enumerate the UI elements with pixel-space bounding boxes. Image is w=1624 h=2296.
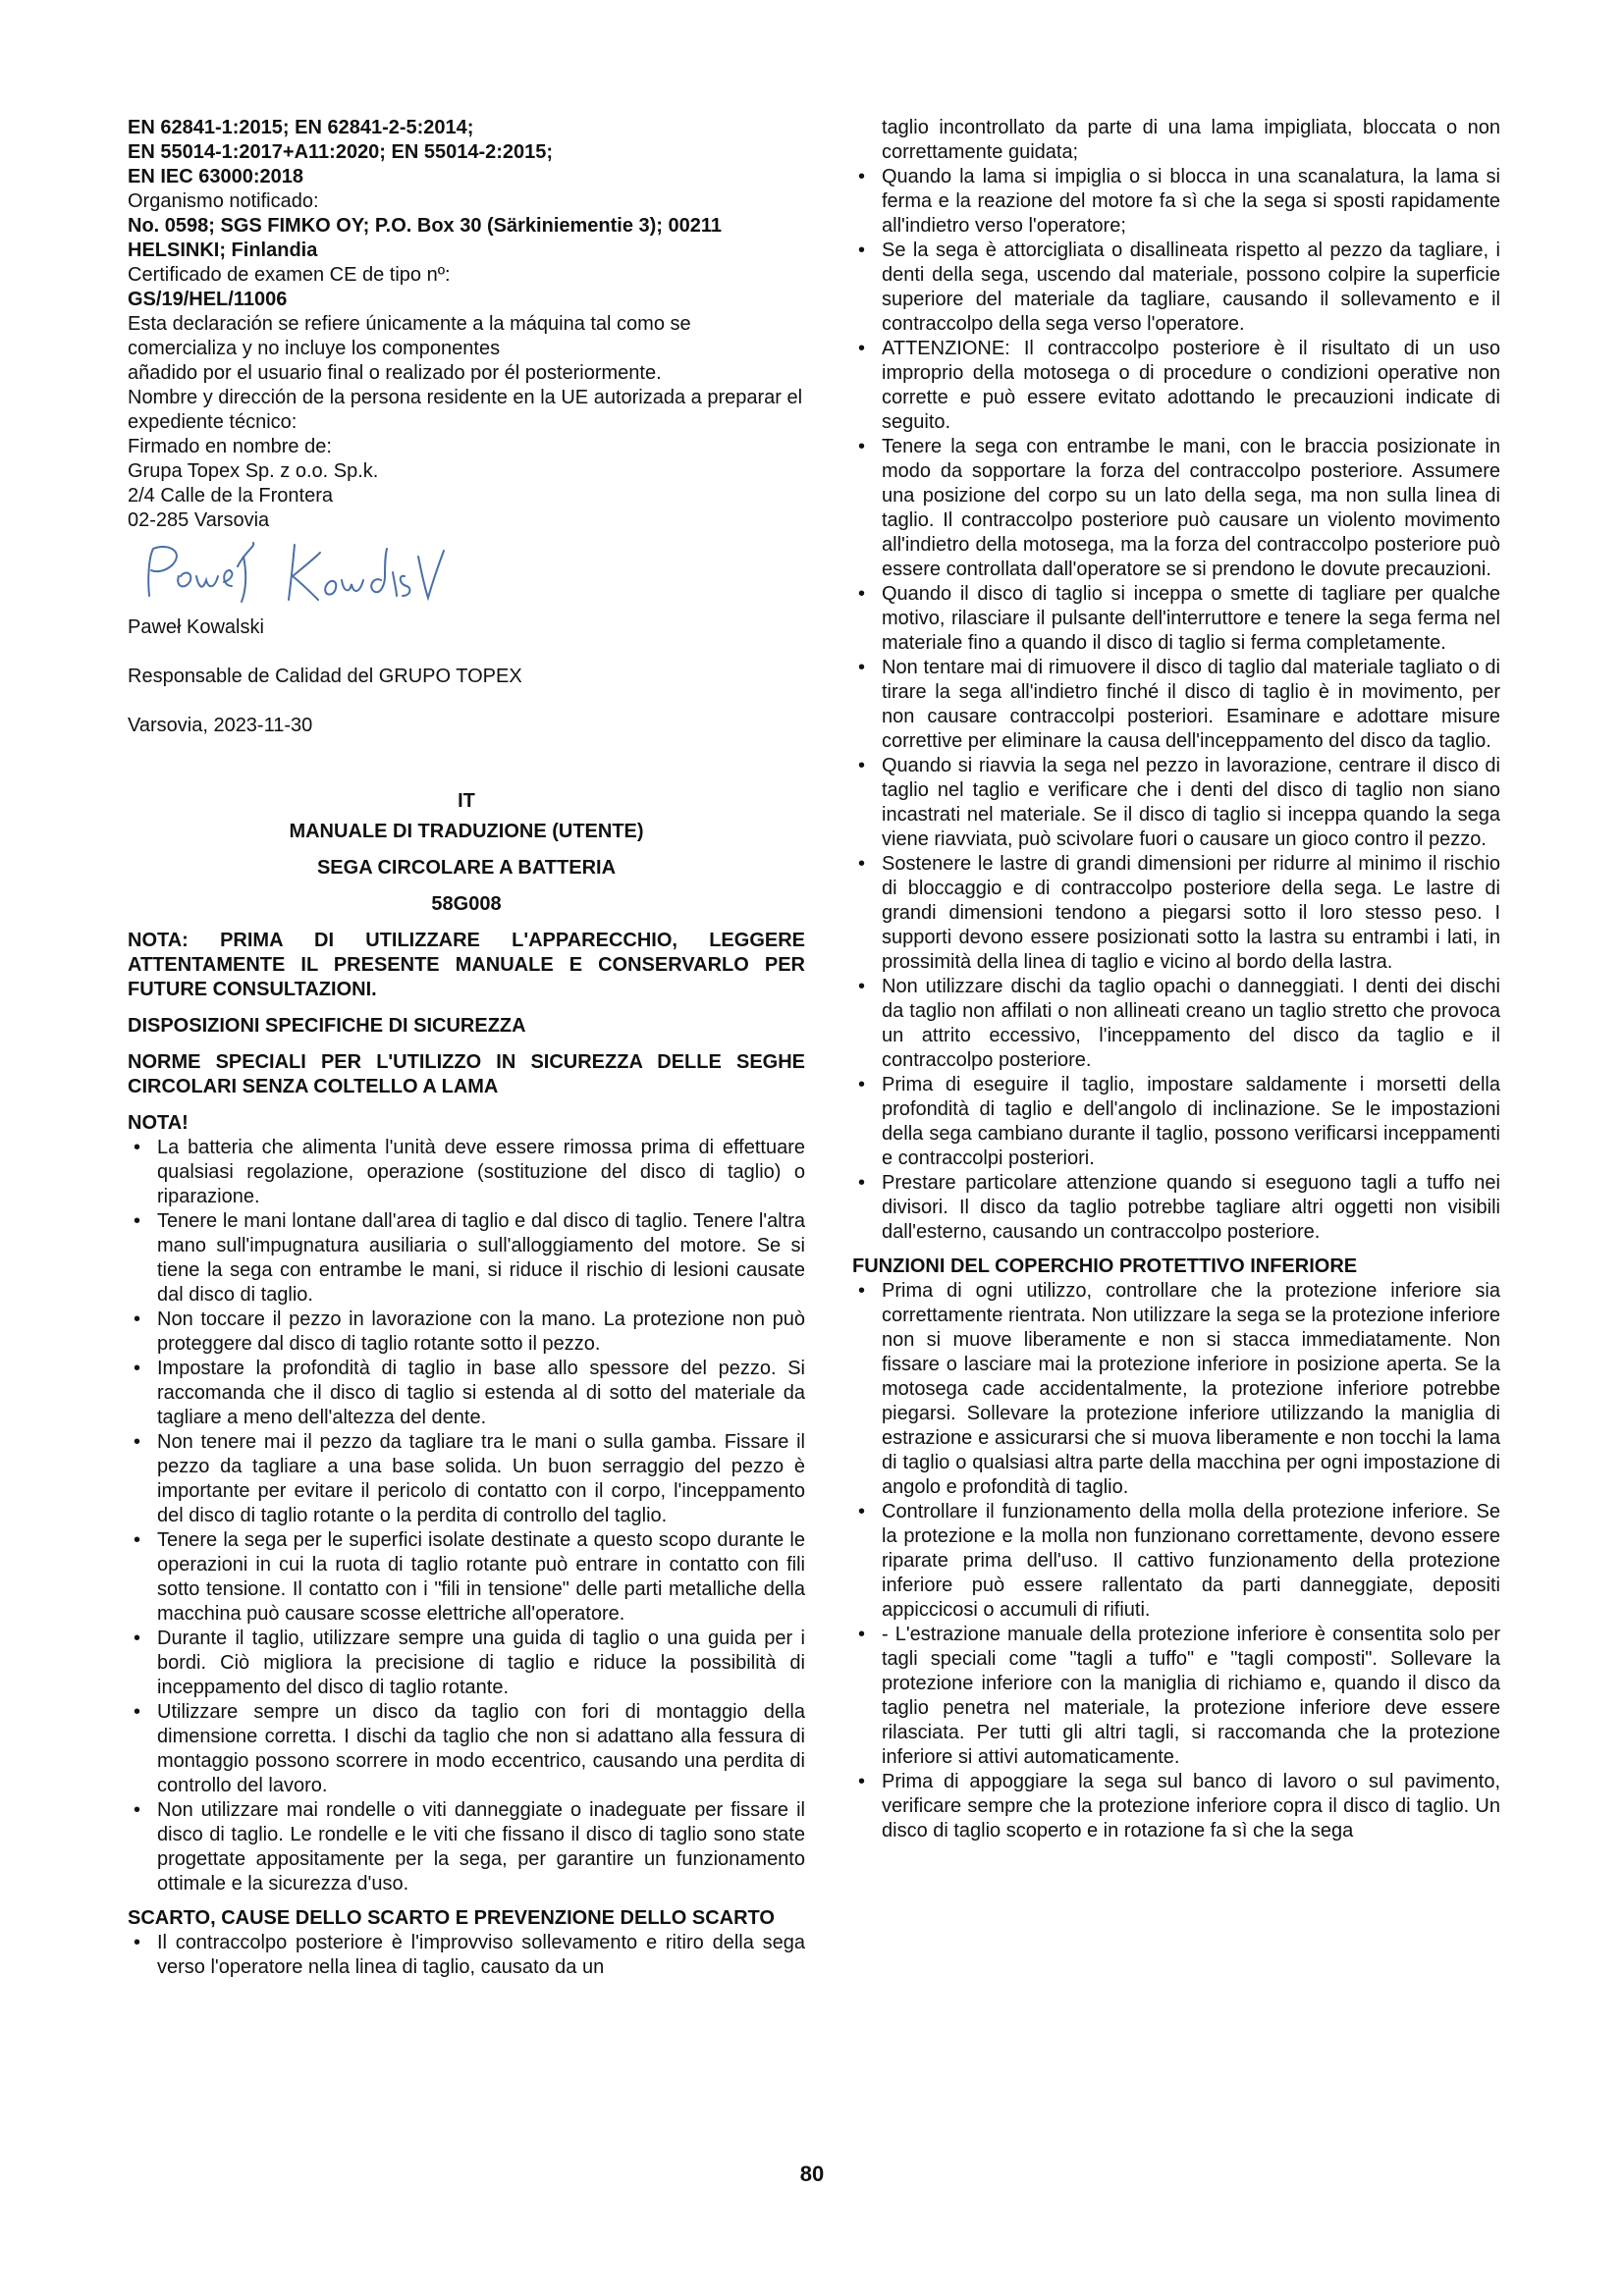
standard-line: EN IEC 63000:2018 <box>128 166 304 187</box>
left-column <box>128 116 805 1980</box>
certificate-label: Certificado de examen CE de tipo nº: <box>128 264 451 286</box>
list-item: • La batteria che alimenta l'unità deve essere rimossa prima di effettuare qualsiasi regolazione, operazione (sostituzione del disco di taglio) o riparazione. <box>128 1136 805 1209</box>
signatory-role: Responsable de Calidad del GRUPO TOPEX <box>128 666 522 687</box>
list-item: • - L'estrazione manuale della protezione inferiore è consentita solo per tagli speciali come "tagli a tuffo" e "tagli composti". Sollevare la protezione inferiore con la maniglia di richiamo e, quando il disco da taglio penetra nel materiale, la protezione inferiore deve essere rilasciata. Per tutti gli altri tagli, si raccomanda che la protezione inferiore si attivi automaticamente. <box>852 1623 1500 1770</box>
standard-line: EN 55014-1:2017+A11:2020; EN 55014-2:2015; <box>128 141 554 163</box>
company-name: Grupa Topex Sp. z o.o. Sp.k. <box>128 460 379 482</box>
company-city: 02-285 Varsovia <box>128 509 270 531</box>
product-name: SEGA CIRCOLARE A BATTERIA <box>316 857 617 879</box>
section-heading: FUNZIONI DEL COPERCHIO PROTETTIVO INFERIORE <box>852 1255 1358 1277</box>
language-code: IT <box>458 790 475 812</box>
declaration-text: Firmado en nombre de: <box>128 436 332 457</box>
section-heading: NORME SPECIALI PER L'UTILIZZO IN SICUREZZA DELLE SEGHE CIRCOLARI SENZA COLTELLO A LAMA <box>128 1051 805 1097</box>
list-item: • Prima di eseguire il taglio, impostare saldamente i morsetti della profondità di taglio e dell'angolo di inclinazione. Se le impostazioni della sega cambiano durante il taglio, possono verificarsi inceppamenti e contraccolpi posteriori. <box>852 1073 1500 1171</box>
page-number: 80 <box>799 2162 825 2186</box>
list-item: • Non toccare il pezzo in lavorazione con la mano. La protezione non può proteggere dal disco di taglio rotante sotto il pezzo. <box>128 1308 805 1357</box>
list-item: • Tenere le mani lontane dall'area di taglio e dal disco di taglio. Tenere l'altra mano sull'impugnatura ausiliaria o sull'alloggiamento del motore. Se si tiene la sega con entrambe le mani, si riduce il rischio di lesioni causate dal disco di taglio. <box>128 1209 805 1308</box>
list-item: • Non utilizzare dischi da taglio opachi o danneggiati. I denti dei dischi da taglio non affilati o non allineati creano un taglio stretto che provoca un attrito eccessivo, l'inceppamento del disco da taglio e il contraccolpo posteriore. <box>852 975 1500 1073</box>
standard-line: EN 62841-1:2015; EN 62841-2-5:2014; <box>128 117 474 138</box>
handwritten-signature <box>128 537 805 615</box>
list-item: • Tenere la sega con entrambe le mani, con le braccia posizionate in modo da sopportare la forza del contraccolpo posteriore. Assumere una posizione del corpo su un lato della sega, ma non sulla linea di taglio. Il contraccolpo posteriore può causare un violento movimento all'indietro della motosega, ma la forza del contraccolpo posteriore può essere controllata dall'operatore se si prendono le dovute precauzioni. <box>852 435 1500 582</box>
list-item: • Prima di appoggiare la sega sul banco di lavoro o sul pavimento, verificare sempre che la protezione inferiore copra il disco di taglio. Un disco di taglio scoperto e in rotazione fa sì che la sega <box>852 1770 1500 1843</box>
list-item: • Controllare il funzionamento della molla della protezione inferiore. Se la protezione e la molla non funzionano correttamente, devono essere riparate prima dell'uso. Il cattivo funzionamento della protezione inferiore può essere rallentato da parti danneggiate, depositi appiccicosi o accumuli di rifiuti. <box>852 1500 1500 1623</box>
notified-body-value: No. 0598; SGS FIMKO OY; P.O. Box 30 (Särkiniementie 3); 00211 HELSINKI; Finlandia <box>128 215 723 261</box>
list-item: • Impostare la profondità di taglio in base allo spessore del pezzo. Si raccomanda che il disco di taglio si estenda al di sotto del materiale da tagliare a meno dell'altezza del dente. <box>128 1357 805 1430</box>
list-item: • Tenere la sega per le superfici isolate destinate a questo scopo durante le operazioni in cui la ruota di taglio rotante può entrare in contatto con fili sotto tensione. Il contatto con i "fili in tensione" delle parti metalliche della macchina può causare scosse elettriche all'operatore. <box>128 1528 805 1627</box>
right-column <box>852 116 1500 1843</box>
list-item: • Utilizzare sempre un disco da taglio con fori di montaggio della dimensione corretta. I dischi da taglio che non si adattano alla fessura di montaggio possono scorrere in modo eccentrico, causando una perdita di controllo del lavoro. <box>128 1700 805 1798</box>
notified-body-label: Organismo notificado: <box>128 190 319 212</box>
declaration-text: añadido por el usuario final o realizado por él posteriormente. <box>128 362 662 384</box>
kickback-list-continued <box>852 116 1500 1245</box>
model-number: 58G008 <box>431 893 502 915</box>
safety-list <box>128 1136 805 1896</box>
list-item: • Quando la lama si impiglia o si blocca in una scanalatura, la lama si ferma e la reazione del motore fa sì che la sega si sposti rapidamente all'indietro verso l'operatore; <box>852 165 1500 239</box>
list-item: • Il contraccolpo posteriore è l'improvviso sollevamento e ritiro della sega verso l'operatore nella linea di taglio, causato da un <box>128 1931 805 1980</box>
section-heading: DISPOSIZIONI SPECIFICHE DI SICUREZZA <box>128 1015 526 1037</box>
manual-title: MANUALE DI TRADUZIONE (UTENTE) <box>289 821 644 842</box>
certificate-value: GS/19/HEL/11006 <box>128 289 288 310</box>
list-item: • Sostenere le lastre di grandi dimensioni per ridurre al minimo il rischio di bloccaggio e di contraccolpo posteriore della sega. Le lastre di grandi dimensioni tendono a piegarsi sotto il loro stesso peso. I supporti devono essere posizionati sotto la lastra su entrambi i lati, in prossimità della linea di taglio e vicino al bordo della lastra. <box>852 852 1500 975</box>
guard-list <box>852 1279 1500 1843</box>
company-address: 2/4 Calle de la Frontera <box>128 485 334 507</box>
declaration-text: Nombre y dirección de la persona residente en la UE autorizada a preparar el expediente técnico: <box>128 387 803 433</box>
list-item: • Durante il taglio, utilizzare sempre una guida di taglio o una guida per i bordi. Ciò migliora la precisione di taglio e riduce la possibilità di inceppamento del disco di taglio rotante. <box>128 1627 805 1700</box>
signatory-name: Paweł Kowalski <box>128 616 264 638</box>
list-item: • Non tentare mai di rimuovere il disco di taglio dal materiale tagliato o di tirare la sega all'indietro finché il disco di taglio è in movimento, per non causare contraccolpi posteriori. Esaminare e adottare misure correttive per eliminare la causa dell'inceppamento del disco da taglio. <box>852 656 1500 754</box>
note-heading: NOTA! <box>128 1112 189 1134</box>
kickback-list <box>128 1931 805 1980</box>
declaration-text: Esta declaración se refiere únicamente a la máquina tal como se comercializa y no incluye los componentes <box>128 313 691 359</box>
list-item: • ATTENZIONE: Il contraccolpo posteriore è il risultato di un uso improprio della motosega o di procedure o condizioni operative non corrette e può essere evitato adottando le precauzioni indicate di seguito. <box>852 337 1500 435</box>
list-item: • Quando il disco di taglio si inceppa o smette di tagliare per qualche motivo, rilasciare il pulsante dell'interruttore e tenere la sega ferma nel materiale fino a quando il disco di taglio si ferma completamente. <box>852 582 1500 656</box>
list-item: • Non utilizzare mai rondelle o viti danneggiate o inadeguate per fissare il disco di taglio. Le rondelle e le viti che fissano il disco di taglio sono state progettate appositamente per la sega, per garantire un funzionamento ottimale e la sicurezza d'uso. <box>128 1798 805 1896</box>
place-date: Varsovia, 2023-11-30 <box>128 715 313 736</box>
list-item: • Prestare particolare attenzione quando si eseguono tagli a tuffo nei divisori. Il disco da taglio potrebbe tagliare altri oggetti non visibili dall'esterno, causando un contraccolpo posteriore. <box>852 1171 1500 1245</box>
section-heading: SCARTO, CAUSE DELLO SCARTO E PREVENZIONE DELLO SCARTO <box>128 1907 775 1929</box>
list-item: • Non tenere mai il pezzo da tagliare tra le mani o sulla gamba. Fissare il pezzo da tagliare a una base solida. Un buon serraggio del pezzo è importante per evitare il pericolo di contatto con il corpo, l'inceppamento del disco di taglio rotante o la perdita di controllo del taglio. <box>128 1430 805 1528</box>
warning-note: NOTA: PRIMA DI UTILIZZARE L'APPARECCHIO, LEGGERE ATTENTAMENTE IL PRESENTE MANUALE E CONSERVARLO PER FUTURE CONSULTAZIONI. <box>128 930 805 1000</box>
list-item-continuation: taglio incontrollato da parte di una lama impigliata, bloccata o non correttamente guidata; <box>882 117 1500 163</box>
list-item: • Prima di ogni utilizzo, controllare che la protezione inferiore sia correttamente rientrata. Non utilizzare la sega se la protezione inferiore non si muove liberamente e non si stacca immediatamente. Non fissare o lasciare mai la protezione inferiore in posizione aperta. Se la motosega cade accidentalmente, la protezione inferiore potrebbe piegarsi. Sollevare la protezione inferiore utilizzando la maniglia di estrazione e assicurarsi che si muova liberamente e non tocchi la lama di taglio o qualsiasi altra parte della macchina per ogni impostazione di angolo e profondità di taglio. <box>852 1279 1500 1500</box>
list-item: • Quando si riavvia la sega nel pezzo in lavorazione, centrare il disco di taglio nel taglio e verificare che i denti del disco di taglio non siano incastrati nel materiale. Se il disco di taglio si inceppa quando la sega viene riavviata, può scivolare fuori o causare un gioco contro il pezzo. <box>852 754 1500 852</box>
list-item: • Se la sega è attorcigliata o disallineata rispetto al pezzo da tagliare, i denti della sega, uscendo dal materiale, possono colpire la superficie superiore del materiale da tagliare, causando il sollevamento e il contraccolpo della sega verso l'operatore. <box>852 239 1500 337</box>
